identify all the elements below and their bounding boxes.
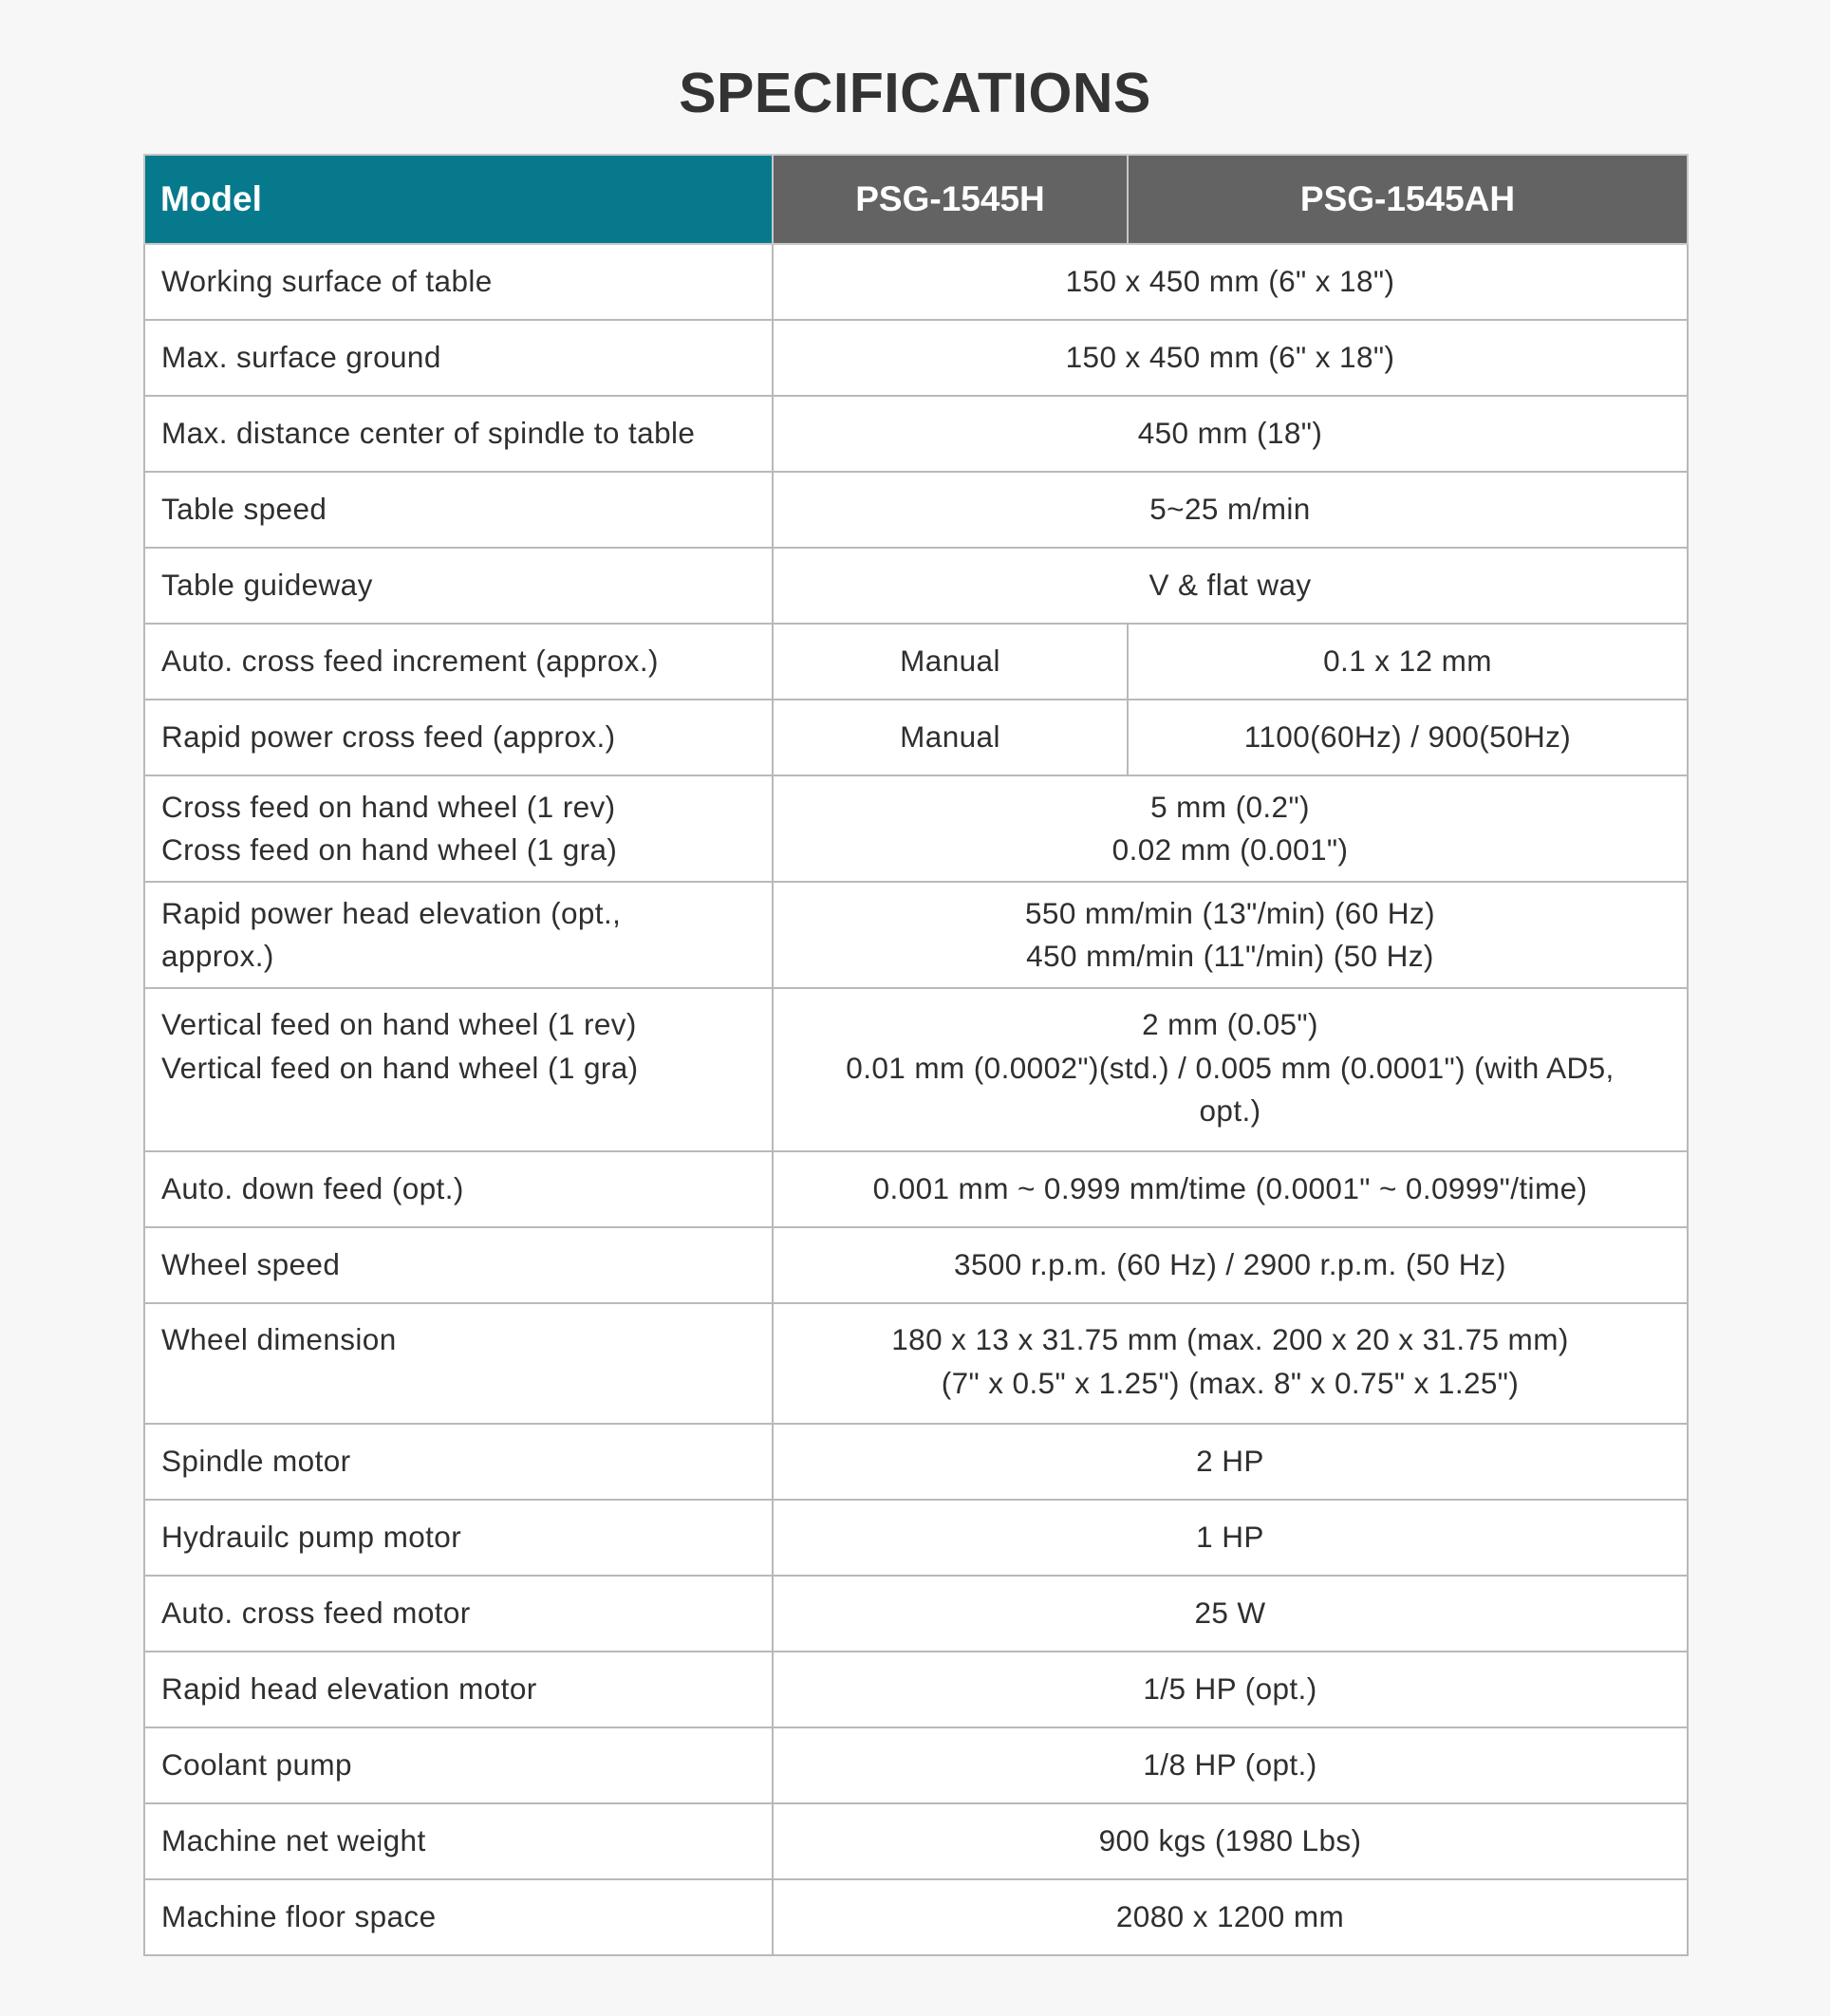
psg-1545ah-column-header: PSG-1545AH — [1128, 155, 1688, 244]
spec-label: Auto. cross feed motor — [144, 1576, 773, 1652]
table-row — [144, 1227, 1688, 1303]
psg-1545ah-value: 0.1 x 12 mm — [1128, 624, 1688, 700]
psg-1545ah-value: 1100(60Hz) / 900(50Hz) — [1128, 700, 1688, 775]
spec-value: 5~25 m/min — [773, 472, 1688, 548]
spec-value: 3500 r.p.m. (60 Hz) / 2900 r.p.m. (50 Hz) — [773, 1227, 1688, 1303]
spec-label: Table speed — [144, 472, 773, 548]
spec-value: 150 x 450 mm (6" x 18") — [773, 244, 1688, 320]
spec-label: Max. distance center of spindle to table — [144, 396, 773, 472]
spec-value: 450 mm (18") — [773, 396, 1688, 472]
spec-label: Auto. cross feed increment (approx.) — [144, 624, 773, 700]
spec-label: Table guideway — [144, 548, 773, 624]
spec-value: 900 kgs (1980 Lbs) — [773, 1803, 1688, 1879]
table-row — [144, 700, 1688, 775]
table-row — [144, 396, 1688, 472]
table-row — [144, 1151, 1688, 1227]
table-row — [144, 624, 1688, 700]
spec-value: 180 x 13 x 31.75 mm (max. 200 x 20 x 31.75 mm) (7" x 0.5" x 1.25") (max. 8" x 0.75" x 1.25") — [773, 1303, 1688, 1424]
spec-label: Rapid power head elevation (opt., approx.) — [144, 882, 773, 988]
spec-value: 0.001 mm ~ 0.999 mm/time (0.0001" ~ 0.0999"/time) — [773, 1151, 1688, 1227]
table-row — [144, 775, 1688, 882]
table-row — [144, 1303, 1688, 1424]
spec-value: 1/5 HP (opt.) — [773, 1652, 1688, 1727]
table-row — [144, 320, 1688, 396]
table-row — [144, 882, 1688, 988]
spec-value: 25 W — [773, 1576, 1688, 1652]
specifications-table — [143, 154, 1689, 1956]
table-row — [144, 1879, 1688, 1955]
spec-label: Vertical feed on hand wheel (1 rev) Vertical feed on hand wheel (1 gra) — [144, 988, 773, 1151]
spec-value: 1 HP — [773, 1500, 1688, 1576]
spec-value: 2 HP — [773, 1424, 1688, 1500]
spec-value: 550 mm/min (13"/min) (60 Hz) 450 mm/min (11"/min) (50 Hz) — [773, 882, 1688, 988]
spec-label: Wheel speed — [144, 1227, 773, 1303]
table-row — [144, 548, 1688, 624]
psg-1545h-value: Manual — [773, 700, 1128, 775]
spec-value: V & flat way — [773, 548, 1688, 624]
spec-label: Wheel dimension — [144, 1303, 773, 1424]
spec-value: 150 x 450 mm (6" x 18") — [773, 320, 1688, 396]
spec-label: Auto. down feed (opt.) — [144, 1151, 773, 1227]
psg-1545h-column-header: PSG-1545H — [773, 155, 1128, 244]
table-row — [144, 472, 1688, 548]
spec-label: Hydrauilc pump motor — [144, 1500, 773, 1576]
table-row — [144, 988, 1688, 1151]
spec-value: 1/8 HP (opt.) — [773, 1727, 1688, 1803]
spec-label: Cross feed on hand wheel (1 rev) Cross feed on hand wheel (1 gra) — [144, 775, 773, 882]
spec-label: Spindle motor — [144, 1424, 773, 1500]
spec-label: Machine net weight — [144, 1803, 773, 1879]
spec-value: 2 mm (0.05") 0.01 mm (0.0002")(std.) / 0.005 mm (0.0001") (with AD5, opt.) — [773, 988, 1688, 1151]
table-row — [144, 1576, 1688, 1652]
spec-value: 2080 x 1200 mm — [773, 1879, 1688, 1955]
psg-1545h-value: Manual — [773, 624, 1128, 700]
table-row — [144, 244, 1688, 320]
spec-label: Rapid power cross feed (approx.) — [144, 700, 773, 775]
table-row — [144, 1727, 1688, 1803]
spec-label: Max. surface ground — [144, 320, 773, 396]
page-title: SPECIFICATIONS — [679, 62, 1151, 124]
spec-label: Machine floor space — [144, 1879, 773, 1955]
table-row — [144, 1803, 1688, 1879]
spec-label: Working surface of table — [144, 244, 773, 320]
spec-label: Rapid head elevation motor — [144, 1652, 773, 1727]
spec-value: 5 mm (0.2") 0.02 mm (0.001") — [773, 775, 1688, 882]
table-row — [144, 1652, 1688, 1727]
table-header-row — [144, 155, 1688, 244]
spec-label: Coolant pump — [144, 1727, 773, 1803]
model-column-header: Model — [144, 155, 773, 244]
table-row — [144, 1500, 1688, 1576]
table-row — [144, 1424, 1688, 1500]
